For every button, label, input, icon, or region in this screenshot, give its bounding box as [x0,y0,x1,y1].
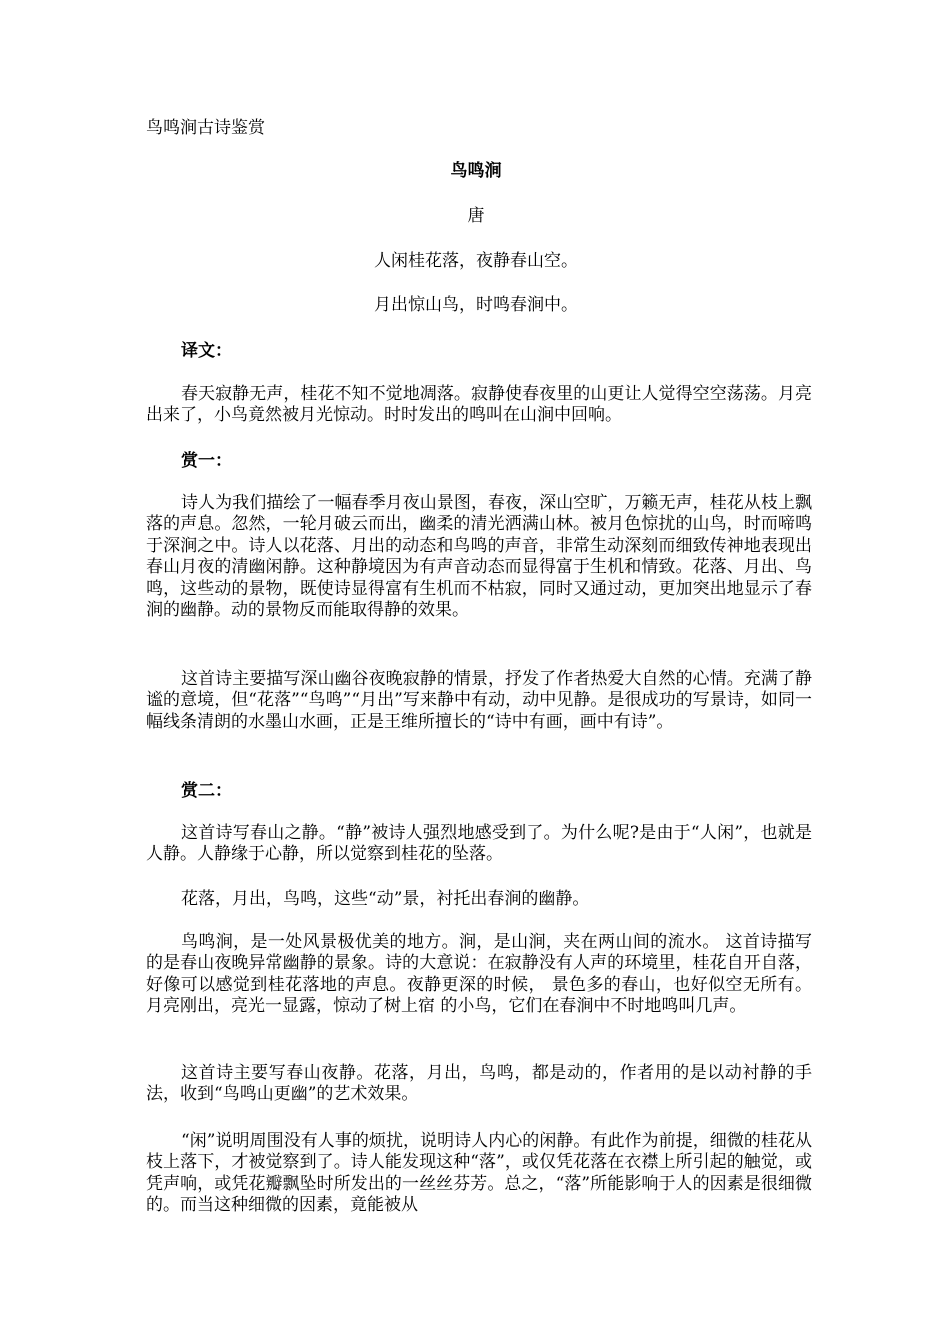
appreciation-paragraph: 花落，月出，鸟鸣，这些“动”景，衬托出春涧的幽静。 [181,889,590,909]
translation-paragraph: 春天寂静无声，桂花不知不觉地凋落。寂静使春夜里的山更让人觉得空空荡荡。月亮出来了，小鸟竟然被月光惊动。时时发出的鸣叫在山涧中回响。 [146,384,812,426]
appreciation-paragraph: 鸟鸣涧，是一处风景极优美的地方。涧，是山涧，夹在两山间的流水。 这首诗描写的是春山夜晚异常幽静的景象。诗的大意说：在寂静没有人声的环境里，桂花自开自落，好像可以感觉到桂花落地的声息。夜静更深的时候， 景色多的春山，也好似空无所有。月亮刚出，亮光一显露，惊动了树上宿 的小鸟，它们在春涧中不时地鸣叫几声。 [146,932,812,1017]
appreciation-paragraph: 诗人为我们描绘了一幅春季月夜山景图，春夜，深山空旷，万籁无声，桂花从枝上飘落的声息。忽然，一轮月破云而出，幽柔的清光洒满山林。被月色惊扰的山鸟，时而啼鸣于深涧之中。诗人以花落、月出的动态和鸟鸣的声音，非常生动深刻而细致传神地表现出春山月夜的清幽闲静。这种静境因为有声音动态而显得富于生机和情致。花落、月出、鸟鸣，这些动的景物，既使诗显得富有生机而不枯寂，同时又通过动，更加突出地显示了春涧的幽静。动的景物反而能取得静的效果。 [146,493,812,621]
appreciation-paragraph: 这首诗主要写春山夜静。花落，月出，鸟鸣，都是动的，作者用的是以动衬静的手法，收到“鸟鸣山更幽”的艺术效果。 [146,1063,812,1105]
appreciation-one-heading: 赏一： [181,451,232,471]
appreciation-two-heading: 赏二： [181,781,232,801]
poem-title: 鸟鸣涧 [450,161,502,181]
appreciation-paragraph: 这首诗主要描写深山幽谷夜晚寂静的情景，抒发了作者热爱大自然的心情。充满了静谧的意境，但“花落”“鸟鸣”“月出”写来静中有动，动中见静。是很成功的写景诗，如同一幅线条清朗的水墨山水画，正是王维所擅长的“诗中有画，画中有诗”。 [146,669,812,732]
appreciation-paragraph: “闲”说明周围没有人事的烦扰，说明诗人内心的闲静。有此作为前提，细微的桂花从枝上落下，才被觉察到了。诗人能发现这种“落”，或仅凭花落在衣襟上所引起的触觉，或凭声响，或凭花瓣飘坠时所发出的一丝丝芬芳。总之，“落”所能影响于人的因素是很细微的。而当这种细微的因素，竟能被从 [146,1131,812,1216]
poem-line: 人闲桂花落，夜静春山空。 [374,251,578,271]
translation-heading: 译文： [181,341,232,361]
poem-line: 月出惊山鸟，时鸣春涧中。 [374,295,578,315]
poem-dynasty: 唐 [467,206,485,226]
document-title: 鸟鸣涧古诗鉴赏 [146,118,265,138]
appreciation-paragraph: 这首诗写春山之静。“静”被诗人强烈地感受到了。为什么呢?是由于“人闲”，也就是人静。人静缘于心静，所以觉察到桂花的坠落。 [146,823,812,865]
